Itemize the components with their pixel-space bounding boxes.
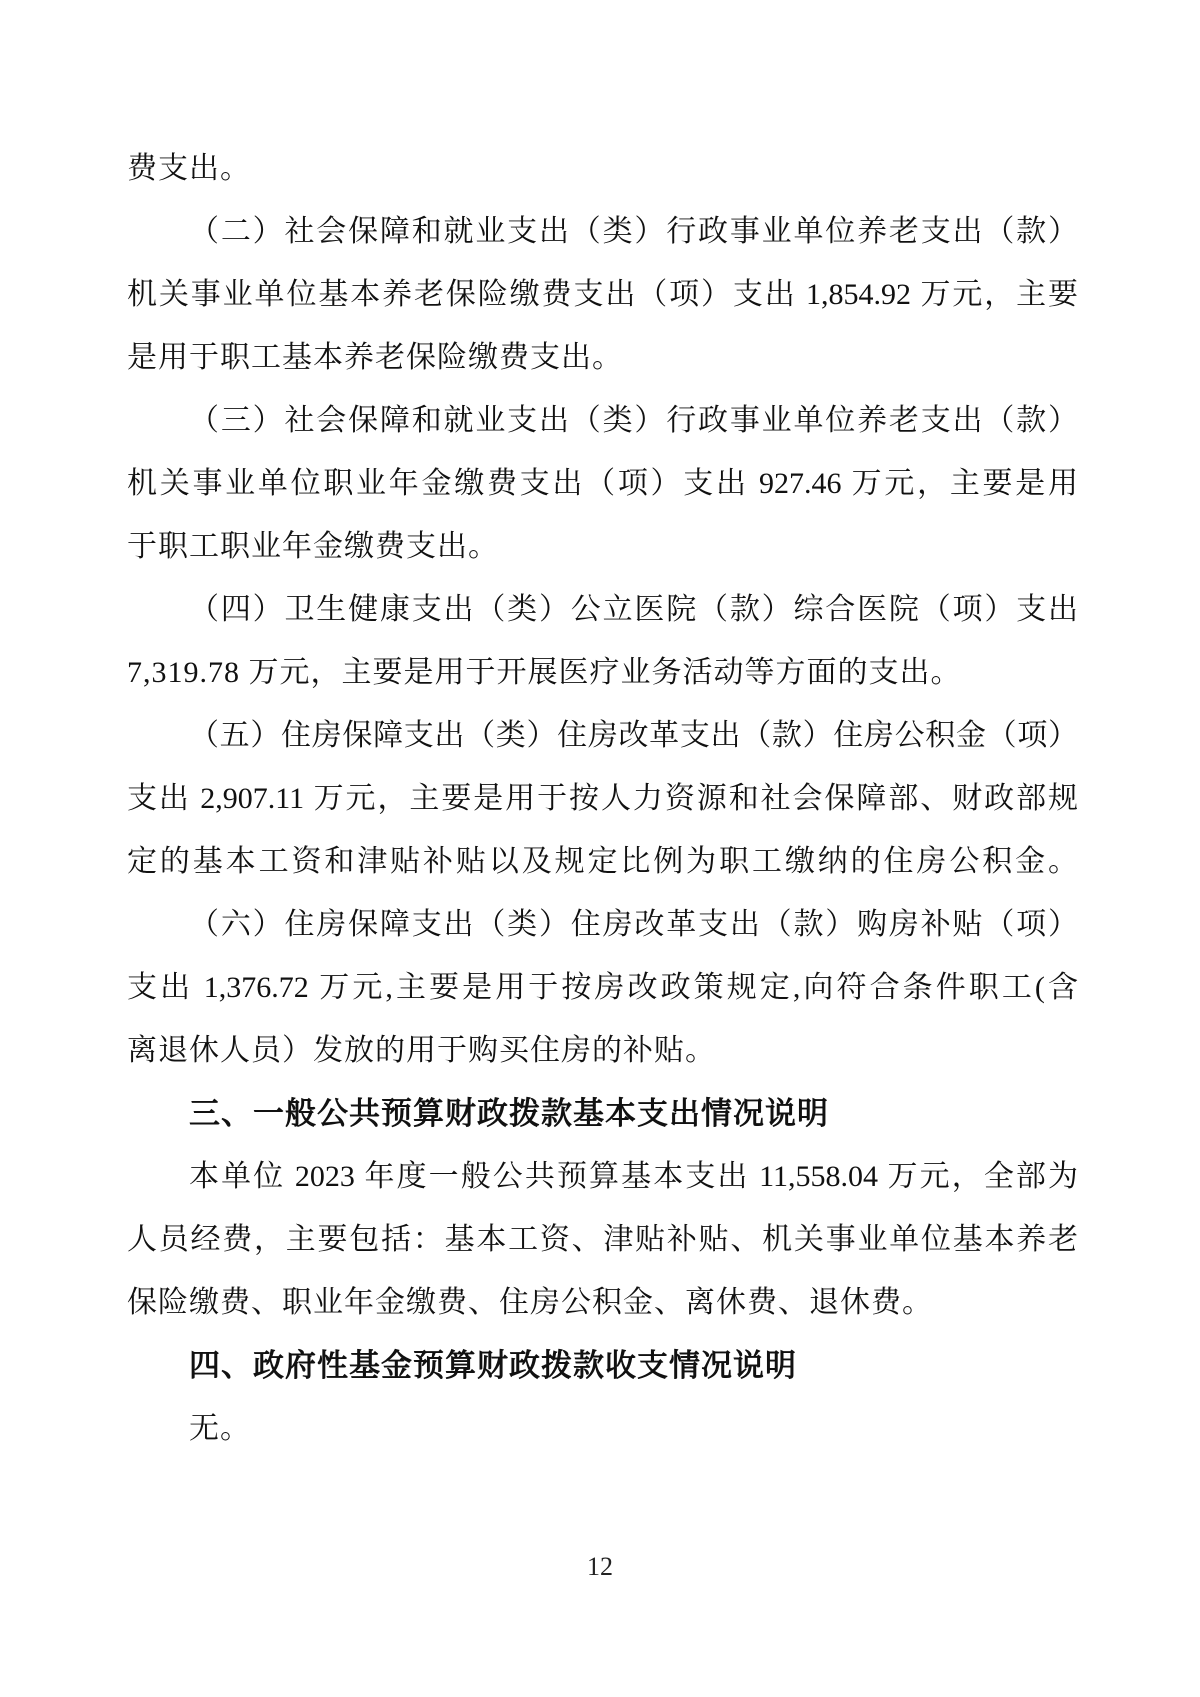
text-line: （五）住房保障支出（类）住房改革支出（款）住房公积金（项）: [189, 719, 1078, 752]
text-line: （四）卫生健康支出（类）公立医院（款）综合医院（项）支出: [189, 593, 1078, 626]
text-line: 无。: [189, 1412, 251, 1445]
text-line: 本单位 2023 年度一般公共预算基本支出 11,558.04 万元，全部为: [189, 1160, 1078, 1193]
text-line: 是用于职工基本养老保险缴费支出。: [127, 341, 623, 374]
text-line: 支出 2,907.11 万元，主要是用于按人力资源和社会保障部、财政部规: [127, 782, 1078, 815]
section-heading: 三、一般公共预算财政拨款基本支出情况说明: [189, 1096, 829, 1131]
text-line: 费支出。: [127, 152, 251, 185]
text-line: 于职工职业年金缴费支出。: [127, 530, 499, 563]
text-line: 支出 1,376.72 万元,主要是用于按房改政策规定,向符合条件职工(含: [127, 971, 1078, 1004]
text-line: 机关事业单位职业年金缴费支出（项）支出 927.46 万元，主要是用: [127, 467, 1078, 500]
text-line: 机关事业单位基本养老保险缴费支出（项）支出 1,854.92 万元，主要: [127, 278, 1078, 311]
text-line: （六）住房保障支出（类）住房改革支出（款）购房补贴（项）: [189, 908, 1078, 941]
text-line: 保险缴费、职业年金缴费、住房公积金、离休费、退休费。: [127, 1286, 933, 1319]
text-line: （二）社会保障和就业支出（类）行政事业单位养老支出（款）: [189, 215, 1078, 248]
text-line: 7,319.78 万元，主要是用于开展医疗业务活动等方面的支出。: [127, 656, 962, 689]
text-line: 人员经费，主要包括：基本工资、津贴补贴、机关事业单位基本养老: [127, 1223, 1078, 1256]
document-body: [127, 137, 1078, 1460]
section-heading: 四、政府性基金预算财政拨款收支情况说明: [189, 1348, 797, 1383]
text-line: 离退休人员）发放的用于购买住房的补贴。: [127, 1034, 716, 1067]
text-line: 定的基本工资和津贴补贴以及规定比例为职工缴纳的住房公积金。: [127, 845, 1078, 878]
page-number: 12: [587, 1552, 613, 1581]
text-line: （三）社会保障和就业支出（类）行政事业单位养老支出（款）: [189, 404, 1078, 437]
